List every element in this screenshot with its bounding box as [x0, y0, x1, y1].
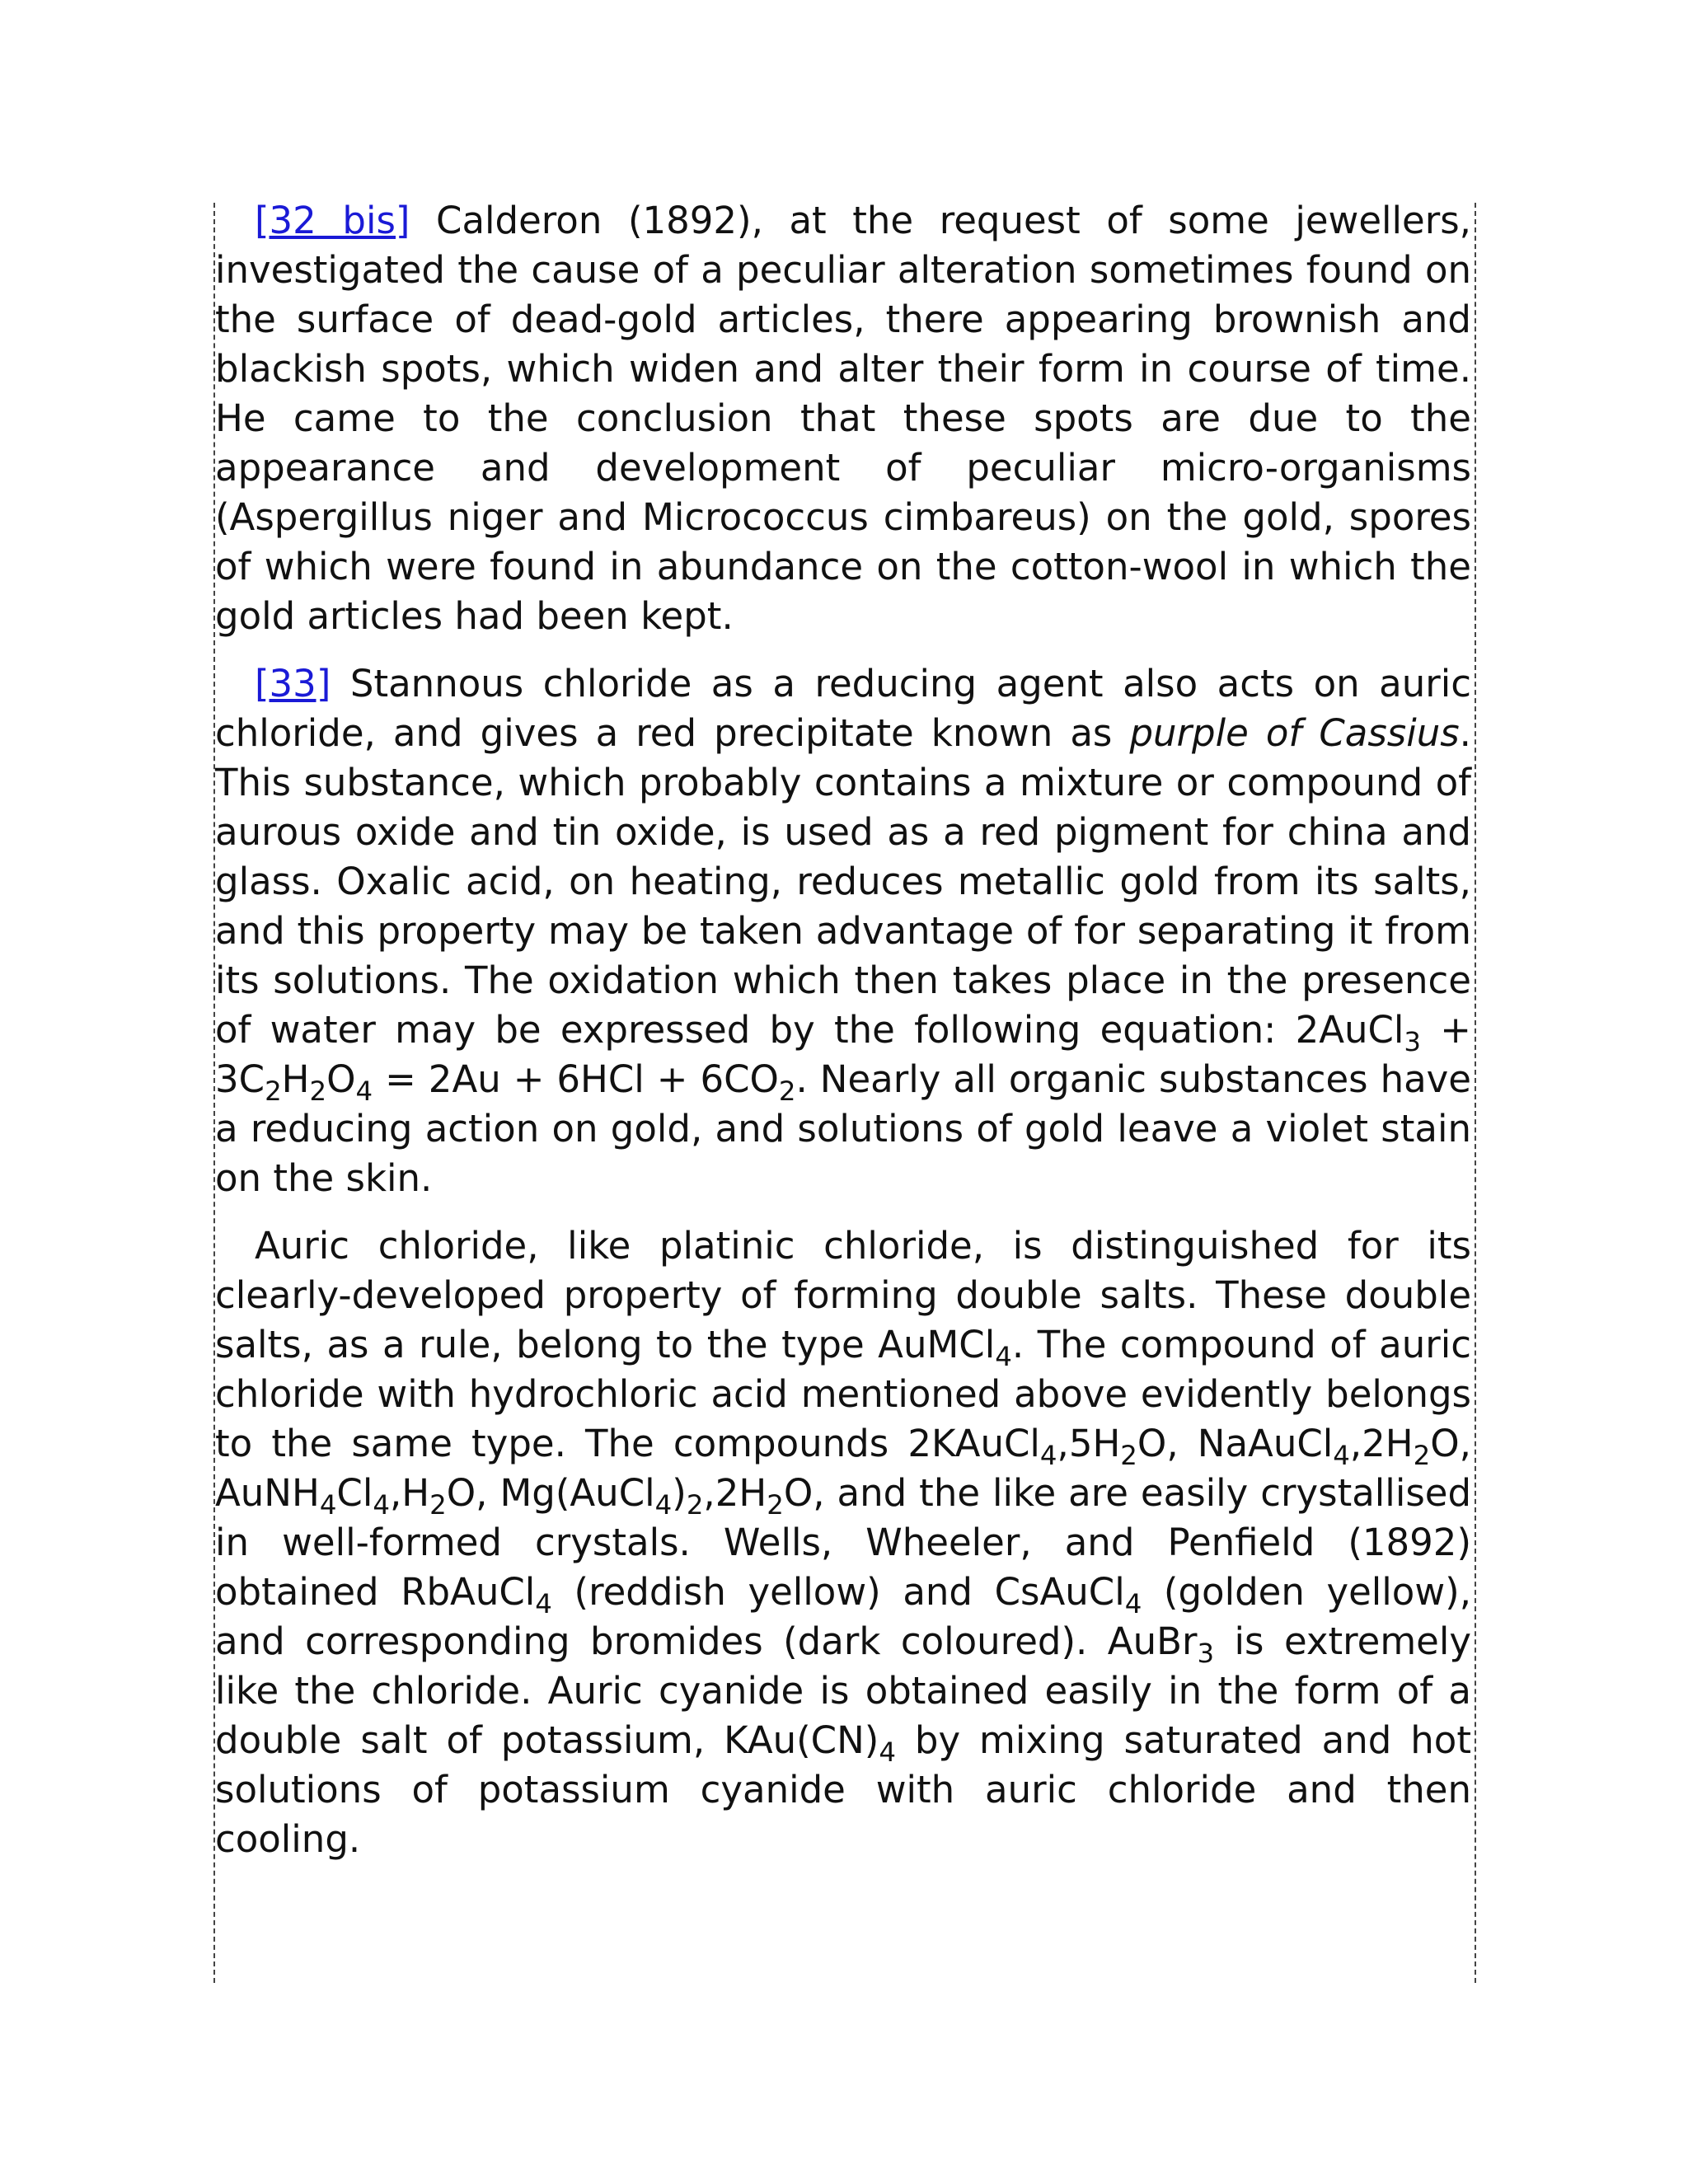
subscript: 2 — [1413, 1439, 1431, 1471]
subscript: 4 — [319, 1488, 337, 1521]
footnote-32-bis — [215, 196, 1471, 641]
page-content — [215, 196, 1471, 1882]
subscript: 4 — [1124, 1587, 1142, 1619]
text-run: O, NaAuCl — [1137, 1422, 1334, 1465]
text-run: ,2H — [1349, 1422, 1414, 1465]
footnote-link-33[interactable]: [33] — [255, 662, 331, 705]
text-run: ,H — [389, 1471, 430, 1515]
text-run: O — [326, 1057, 356, 1101]
footnote-33-text: Stannous chloride as a reducing agent also acts on auric chloride, and gives a red precipitate known as — [215, 662, 1471, 755]
footnote-32-bis-text: Calderon (1892), at the request of some jewellers, investigated the cause of a peculiar alteration sometimes found on the surface of dead-gold articles, there appearing brownish and blackish spots, which widen and alter their form in course of time. He came to the conclusion that these spots are due to the appearance and development of peculiar micro-organisms (Aspergillus niger and Micrococcus cimbareus) on the gold, spores of which were found in abundance on the cotton-wool in which the gold articles had been kept. — [215, 199, 1471, 638]
paragraph-double-salts — [215, 1221, 1471, 1864]
text-run: Auric chloride, like platinic chloride, is distinguished for its clearly-developed property of forming double salts. These double salts, as a rule, belong to the type AuMCl — [215, 1224, 1471, 1366]
subscript: 2 — [686, 1488, 704, 1521]
subscript: 4 — [373, 1488, 390, 1521]
text-run: = 2Au + 6HCl + 6CO — [373, 1057, 779, 1101]
subscript: 2 — [429, 1488, 447, 1521]
text-run: 2AuCl — [1295, 1008, 1404, 1052]
subscript: 2 — [1120, 1439, 1137, 1471]
text-run: O, and the like are easily crystallised in well-formed crystals. Wells, Wheeler, and Penfield (1892) obtained RbAuCl — [215, 1471, 1472, 1614]
text-run: + 3C — [215, 1008, 1471, 1101]
subscript: 4 — [535, 1587, 552, 1619]
text-run: (reddish yellow) and CsAuCl — [551, 1570, 1125, 1614]
subscript: 2 — [309, 1075, 327, 1107]
text-run: (golden yellow), and corresponding bromides (dark coloured). AuBr — [215, 1570, 1471, 1663]
subscript: 2 — [767, 1488, 784, 1521]
subscript: 4 — [1039, 1439, 1057, 1471]
subscript: 4 — [995, 1340, 1012, 1372]
subscript: 3 — [1404, 1025, 1422, 1057]
subscript: 2 — [778, 1075, 796, 1107]
text-run: ,2H — [703, 1471, 767, 1515]
text-run: . The compound of auric chloride with hydrochloric acid mentioned above evidently belongs to the same type. The compounds 2KAuCl — [215, 1323, 1472, 1465]
subscript: 3 — [1197, 1637, 1215, 1669]
text-run: by mixing saturated and hot solutions of potassium cyanide with auric chloride and then cooling. — [215, 1718, 1471, 1861]
footnote-33 — [215, 659, 1471, 1203]
purple-of-cassius-term: purple of Cassius — [1129, 711, 1460, 755]
text-run: H — [281, 1057, 310, 1101]
text-run: O, AuNH — [215, 1422, 1471, 1515]
subscript: 4 — [355, 1075, 373, 1107]
subscript: 2 — [265, 1075, 282, 1107]
text-run: ,5H — [1057, 1422, 1121, 1465]
text-run: ) — [672, 1471, 687, 1515]
text-run: O, Mg(AuCl — [446, 1471, 655, 1515]
footnote-33-text-3: . Nearly all organic substances have a reducing action on gold, and solutions of gold leave a violet stain on the skin. — [215, 1057, 1471, 1200]
text-run: is extremely like the chloride. Auric cyanide is obtained easily in the form of a double salt of potassium, KAu(CN) — [215, 1619, 1471, 1762]
footnote-link-32-bis[interactable]: [32 bis] — [255, 199, 410, 242]
subscript: 4 — [879, 1736, 896, 1768]
subscript: 4 — [654, 1488, 673, 1521]
text-run: Cl — [336, 1471, 373, 1515]
footnote-33-text-2: . This substance, which probably contains a mixture or compound of aurous oxide and tin oxide, is used as a red pigment for china and glass. Oxalic acid, on heating, reduces metallic gold from its salts, and this property may be taken advantage of for separating it from its solutions. The oxidation which then takes place in the presence of water may be expressed by the following equation: — [215, 711, 1471, 1052]
subscript: 4 — [1333, 1439, 1350, 1471]
